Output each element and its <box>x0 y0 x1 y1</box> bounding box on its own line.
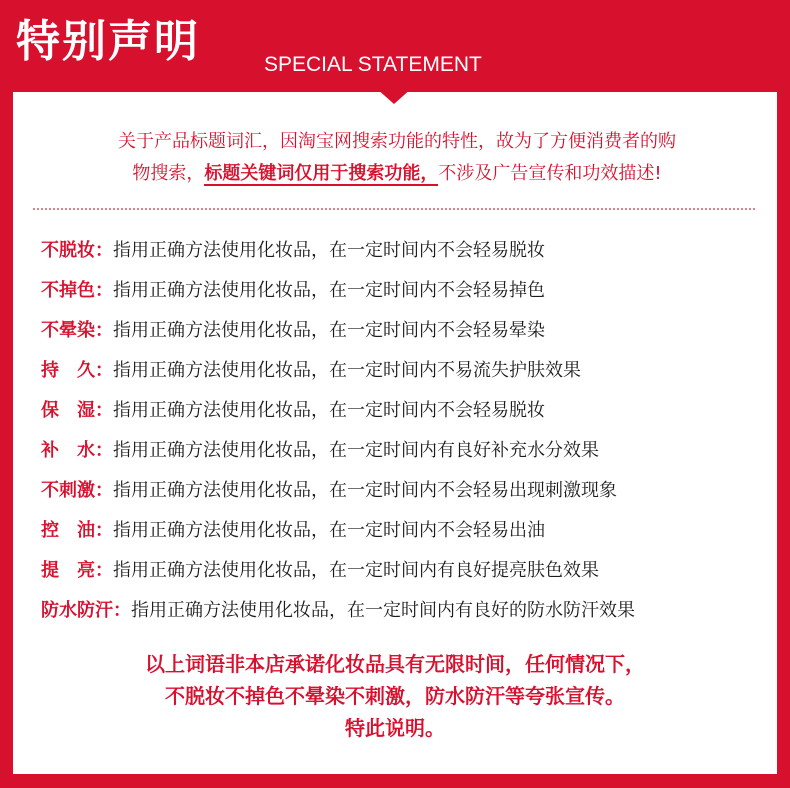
term-description: 指用正确方法使用化妆品，在一定时间内有良好的防水防汗效果 <box>131 600 635 621</box>
term-description: 指用正确方法使用化妆品，在一定时间内有良好提亮肤色效果 <box>113 560 599 581</box>
statement-panel <box>13 92 777 774</box>
intro-prefix: 物搜索， <box>132 163 205 184</box>
intro-suffix: 不涉及广告宣传和功效描述! <box>438 163 662 184</box>
closing-statement <box>23 648 767 744</box>
term-label: 不刺激： <box>41 480 113 501</box>
term-description: 指用正确方法使用化妆品，在一定时间内不会轻易脱妆 <box>113 240 545 261</box>
closing-line-1: 以上词语非本店承诺化妆品具有无限时间，任何情况下， <box>145 652 645 676</box>
terms-list <box>41 236 771 636</box>
term-description: 指用正确方法使用化妆品，在一定时间内不会轻易掉色 <box>113 280 545 301</box>
term-description: 指用正确方法使用化妆品，在一定时间内不会轻易出现刺激现象 <box>113 480 617 501</box>
intro-emphasis: 标题关键词仅用于搜索功能， <box>204 163 439 184</box>
term-description: 指用正确方法使用化妆品，在一定时间内不易流失护肤效果 <box>113 360 581 381</box>
header-notch <box>376 88 412 104</box>
term-row <box>41 476 771 516</box>
closing-line-2: 不脱妆不掉色不晕染不刺激，防水防汗等夸张宣传。 <box>165 684 625 708</box>
term-description: 指用正确方法使用化妆品，在一定时间内不会轻易晕染 <box>113 320 545 341</box>
dotted-divider <box>33 208 755 210</box>
page-subtitle: SPECIAL STATEMENT <box>264 53 482 76</box>
term-label: 持 久： <box>41 360 113 381</box>
term-row <box>41 596 771 636</box>
term-label: 控 油： <box>41 520 113 541</box>
intro-line-2 <box>37 158 757 190</box>
term-label: 不掉色： <box>41 280 113 301</box>
term-row <box>41 356 771 396</box>
term-row <box>41 556 771 596</box>
term-label: 提 亮： <box>41 560 113 581</box>
page-title: 特别声明 <box>16 16 200 67</box>
term-row <box>41 276 771 316</box>
term-label: 不晕染： <box>41 320 113 341</box>
term-label: 保 湿： <box>41 400 113 421</box>
intro-text <box>37 126 757 190</box>
term-row <box>41 316 771 356</box>
term-label: 不脱妆： <box>41 240 113 261</box>
intro-line-1: 关于产品标题词汇，因淘宝网搜索功能的特性，故为了方便消费者的购 <box>118 131 676 152</box>
header <box>0 0 790 92</box>
term-label: 补 水： <box>41 440 113 461</box>
term-label: 防水防汗： <box>41 600 131 621</box>
term-description: 指用正确方法使用化妆品，在一定时间内不会轻易脱妆 <box>113 400 545 421</box>
term-row <box>41 396 771 436</box>
closing-line-3: 特此说明。 <box>345 716 445 740</box>
term-description: 指用正确方法使用化妆品，在一定时间内有良好补充水分效果 <box>113 440 599 461</box>
term-row <box>41 236 771 276</box>
term-description: 指用正确方法使用化妆品，在一定时间内不会轻易出油 <box>113 520 545 541</box>
term-row <box>41 516 771 556</box>
term-row <box>41 436 771 476</box>
